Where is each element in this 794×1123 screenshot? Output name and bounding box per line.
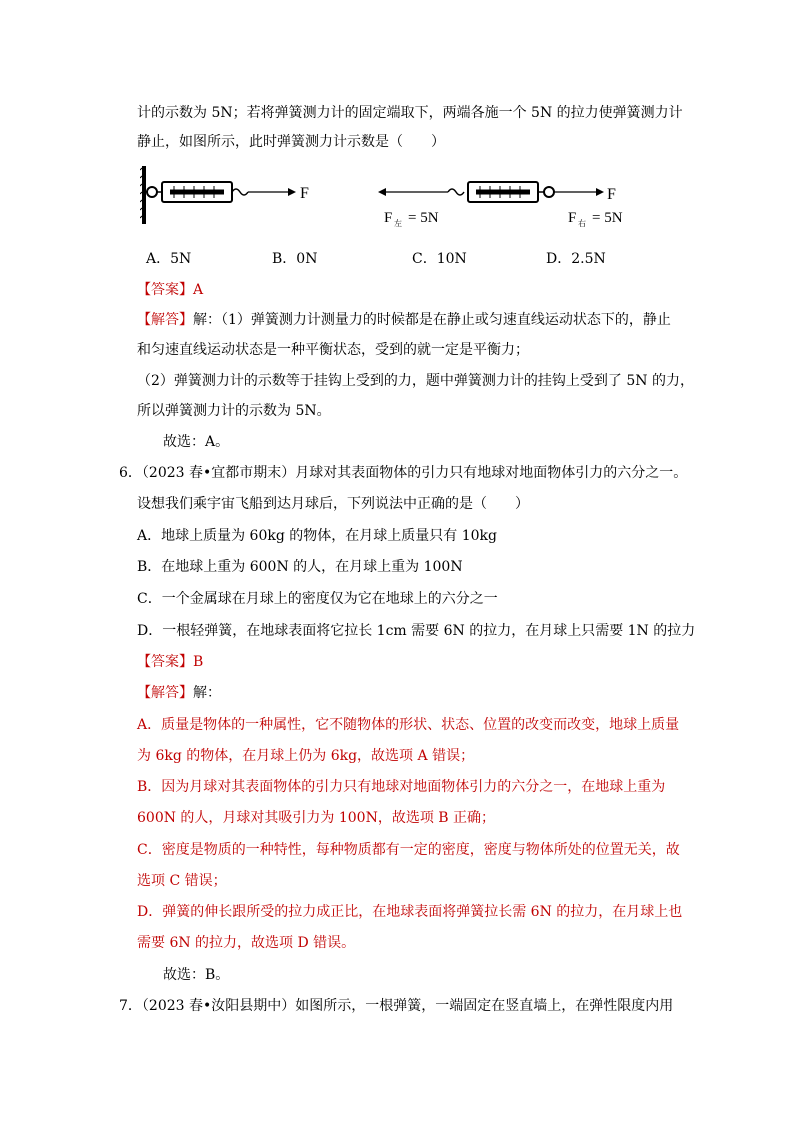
q5-analysis-line-3: （2）弹簧测力计的示数等于挂钩上受到的力，题中弹簧测力计的挂钩上受到了 5N 的力， [137, 373, 694, 389]
q6-analysis-line-7: D．弹簧的伸长跟所受的拉力成正比，在地球表面将弹簧拉长需 6N 的拉力，在月球上也 [137, 904, 683, 920]
q6-stem-line-1: 6．（2023 春•宜都市期末）月球对其表面物体的引力只有地球对地面物体引力的六分之一。 [119, 465, 688, 481]
q5-analysis-line-2: 和匀速直线运动状态是一种平衡状态，受到的就一定是平衡力； [137, 342, 529, 358]
q6-analysis-line-6: 选项 C 错误； [137, 873, 227, 889]
q6-analysis-line-3: B．因为月球对其表面物体的引力只有地球对地面物体引力的六分之一，在地球上重为 [137, 779, 666, 795]
q5-stem-line-1: 计的示数为 5N；若将弹簧测力计的固定端取下，两端各施一个 5N 的拉力使弹簧测力计 [137, 105, 683, 121]
q5-figure-two-end-spring-scale [378, 166, 638, 236]
q5-option-c: C．10N [412, 251, 467, 267]
q6-answer [137, 652, 203, 672]
q5-fig-left-force-label: F [300, 185, 309, 202]
q5-option-a: A．5N [146, 251, 192, 267]
q6-analysis-line-4: 600N 的人，月球对其吸引力为 100N，故选项 B 正确； [137, 810, 496, 826]
q6-analysis-head-text: 解： [193, 685, 221, 701]
q5-analysis-label: 【解答】 [137, 312, 193, 328]
q6-option-c: C．一个金属球在月球上的密度仅为它在地球上的六分之一 [137, 591, 498, 607]
q5-fig-f-right-subscript: 右 [578, 219, 586, 228]
q5-fig-f-left-subscript: 左 [394, 219, 402, 228]
q5-answer [137, 280, 203, 300]
q5-conclusion: 故选：A。 [163, 434, 230, 450]
q6-analysis-head [137, 683, 221, 703]
q6-option-d: D．一根轻弹簧，在地球表面将它拉长 1cm 需要 6N 的拉力，在月球上只需要 1N 的拉力 [137, 623, 696, 639]
q6-analysis-label: 【解答】 [137, 685, 193, 701]
q5-answer-label: 【答案】 [137, 282, 193, 298]
q5-analysis-line-1 [137, 310, 671, 330]
q6-option-a: A．地球上质量为 60kg 的物体，在月球上质量只有 10kg [137, 528, 497, 544]
q6-analysis-line-5: C．密度是物质的一种特性，每种物质都有一定的密度，密度与物体所处的位置无关，故 [137, 842, 680, 858]
q6-option-b: B．在地球上重为 600N 的人，在月球上重为 100N [137, 559, 463, 575]
q6-analysis-line-1: A．质量是物体的一种属性，它不随物体的形状、状态、位置的改变而改变，地球上质量 [137, 717, 680, 733]
q5-fig-f-left-value: = 5N [408, 210, 439, 226]
q5-figure-fixed-spring-scale [140, 166, 315, 226]
q5-option-d: D．2.5N [546, 251, 606, 267]
q5-analysis-line-4: 所以弹簧测力计的示数为 5N。 [137, 403, 331, 419]
q5-stem-line-2: 静止，如图所示，此时弹簧测力计示数是（ ） [137, 134, 445, 150]
q6-stem-line-2: 设想我们乘宇宙飞船到达月球后，下列说法中正确的是（ ） [137, 496, 529, 512]
q6-analysis-line-8: 需要 6N 的拉力，故选项 D 错误。 [137, 935, 356, 951]
q6-analysis-line-2: 为 6kg 的物体，在月球上仍为 6kg，故选项 A 错误； [137, 748, 475, 764]
q6-answer-label: 【答案】 [137, 654, 193, 670]
q5-fig-f-left-symbol: F [384, 210, 393, 226]
q5-fig-f-right-value: = 5N [592, 210, 623, 226]
q5-fig-right-force-label: F [607, 186, 616, 203]
q6-conclusion: 故选：B。 [163, 967, 230, 983]
q5-option-b: B．0N [272, 251, 318, 267]
q5-fig-f-right-symbol: F [568, 210, 577, 226]
q7-stem-line-1: 7．（2023 春•汝阳县期中）如图所示，一根弹簧，一端固定在竖直墙上，在弹性限度内用 [119, 998, 674, 1014]
q6-answer-value: B [193, 654, 204, 670]
q5-analysis-text-1: 解：（1）弹簧测力计测量力的时候都是在静止或匀速直线运动状态下的，静止 [193, 312, 671, 328]
q5-answer-value: A [193, 282, 204, 298]
